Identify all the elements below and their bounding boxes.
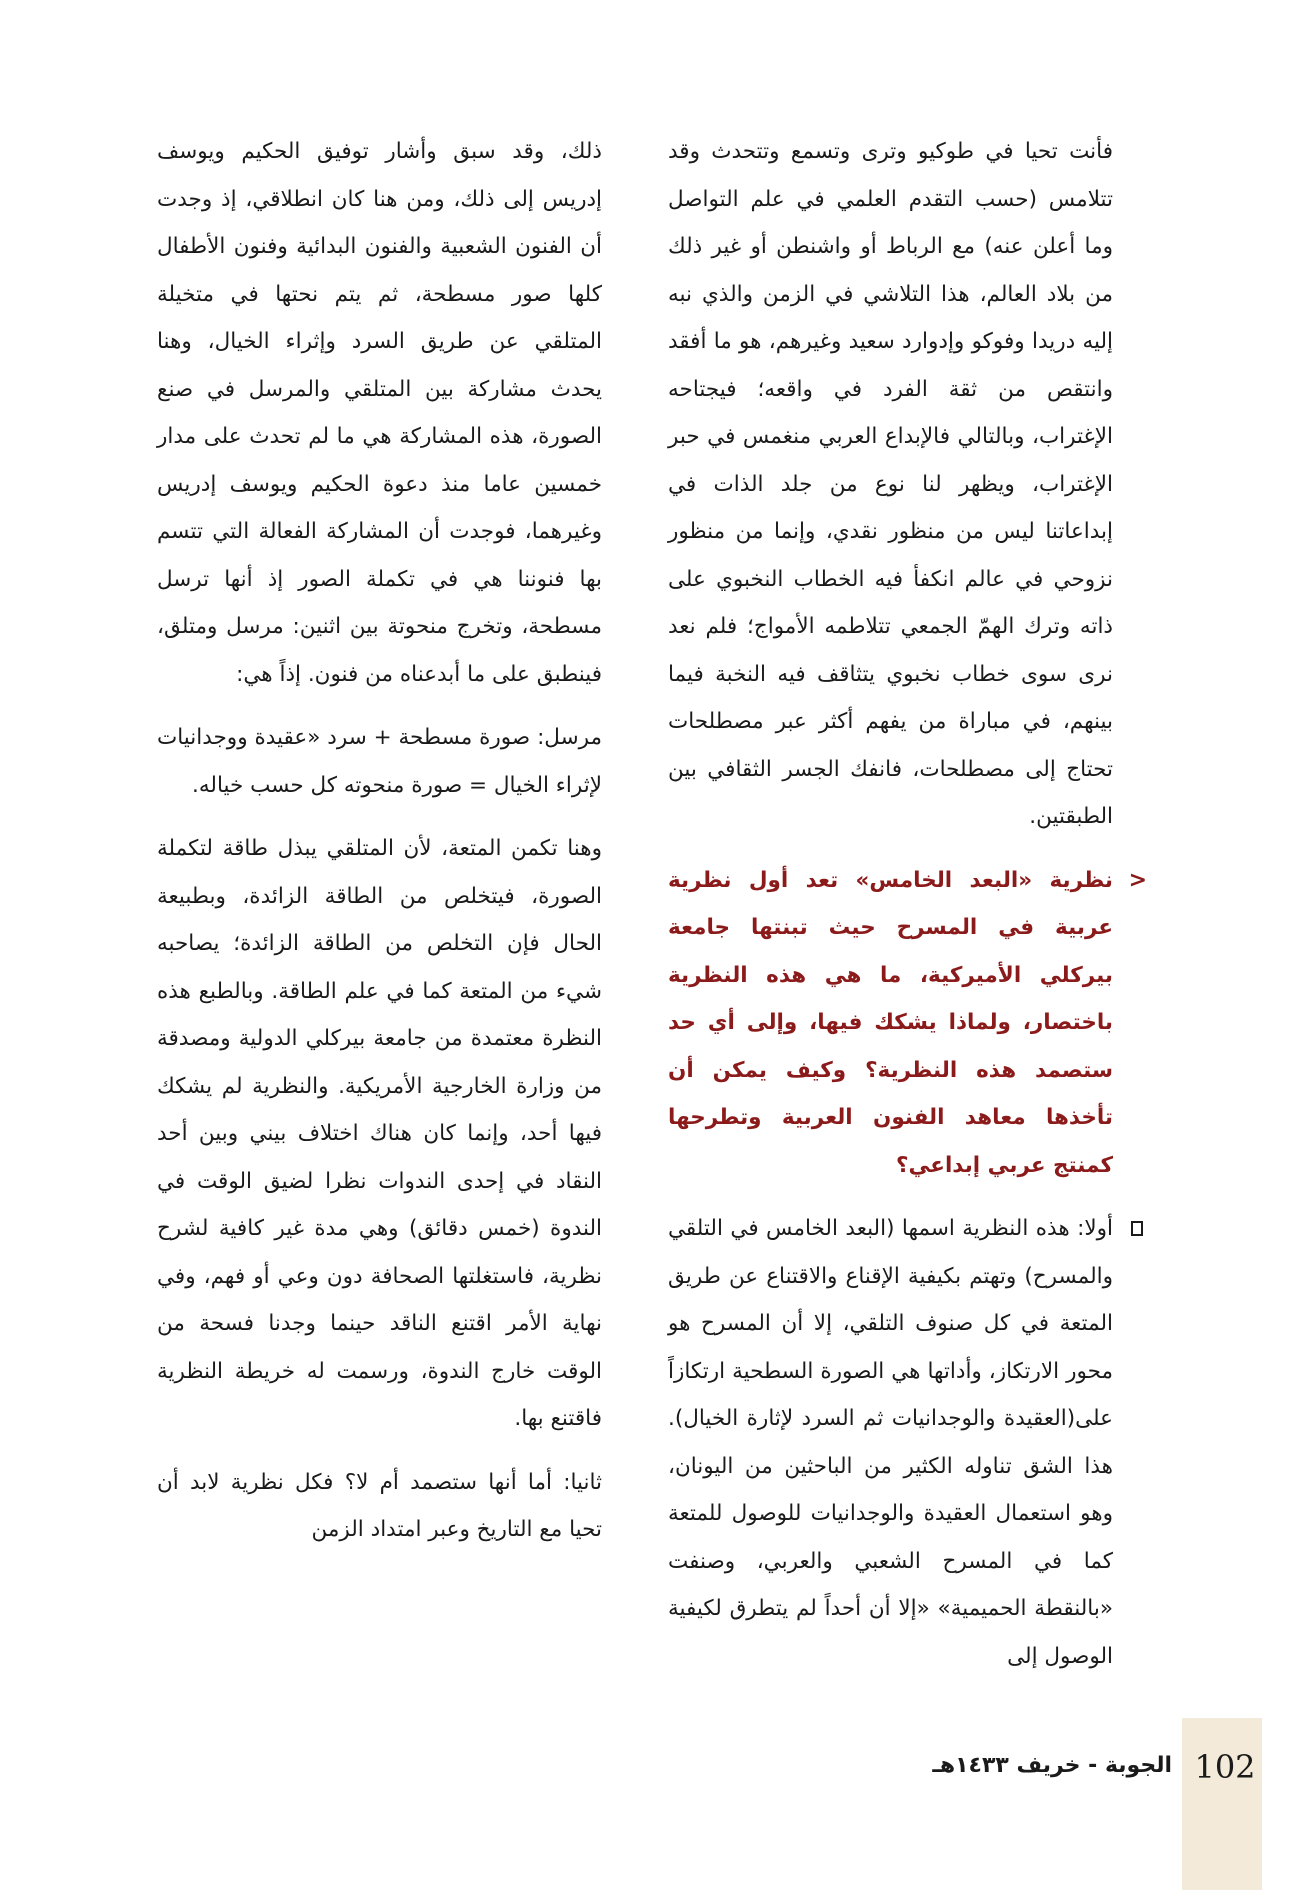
footer-band bbox=[1182, 1718, 1262, 1890]
page-number: 102 bbox=[1194, 1748, 1256, 1786]
answer-text: أولا: هذه النظرية اسمها (البعد الخامس في التلقي والمسرح) وتهتم بكيفية الإقناع والاقتناع عن طريق المتعة في كل صنوف التلقي، إلا أن المسرح هو محور الارتكاز، وأداتها هي الصورة السطحية ارتكازاً على(العقيدة والوجدانيات ثم السرد لإثارة الخيال). هذا الشق تناوله الكثير من الباحثين من اليونان، وهو استعمال العقيدة والوجدانيات للوصول للمتعة كما في المسرح الشعبي والعربي، وصنفت «بالنقطة الحميمية» «إلا أن أحداً لم يتطرق لكيفية الوصول إلى bbox=[668, 1216, 1113, 1669]
paragraph: فأنت تحيا في طوكيو وترى وتسمع وتتحدث وقد تتلامس (حسب التقدم العلمي في علم التواصل وما أعلن عنه) مع الرباط أو واشنطن أو غير ذلك من بلاد العالم، هذا التلاشي في الزمن والذي نبه إليه دريدا وفوكو وإدوارد سعيد وغيرهم، هو ما أفقد وانتقص من ثقة الفرد في واقعه؛ فيجتاحه الإغتراب، وبالتالي فالإبداع العربي منغمس في حبر الإغتراب، ويظهر لنا نوع من جلد الذات في إبداعاتنا ليس من منظور نقدي، وإنما من منظور نزوحي في عالم انكفأ فيه الخطاب النخبوي على ذاته وترك الهمّ الجمعي تتلاطمه الأمواج؛ فلم نعد نرى سوى خطاب نخبوي يتثاقف فيه النخبة فيما بينهم، في مباراة من يفهم أكثر عبر مصطلحات تحتاج إلى مصطلحات، فانفك الجسر الثقافي بين الطبقتين. bbox=[668, 139, 1113, 829]
paragraph: ذلك، وقد سبق وأشار توفيق الحكيم ويوسف إدريس إلى ذلك، ومن هنا كان انطلاقي، إذ وجدت أن الفنون الشعبية والفنون البدائية وفنون الأطفال كلها صور مسطحة، ثم يتم نحتها في متخيلة المتلقي عن طريق السرد وإثراء الخيال، وهنا يحدث مشاركة بين المتلقي والمرسل في صنع الصورة، هذه المشاركة هي ما لم تحدث على مدار خمسين عاما منذ دعوة الحكيم ويوسف إدريس وغيرهما، فوجدت أن المشاركة الفعالة التي تتسم بها فنوننا هي في تكملة الصور إذ أنها ترسل مسطحة، وتخرج منحوتة بين اثنين: مرسل ومتلق، فينطبق على ما أبدعناه من فنون. إذاً هي: bbox=[157, 139, 602, 687]
square-bullet-icon bbox=[1131, 1221, 1143, 1236]
interview-question bbox=[668, 857, 1147, 1190]
interview-answer bbox=[668, 1205, 1113, 1680]
paragraph: وهنا تكمن المتعة، لأن المتلقي يبذل طاقة لتكملة الصورة، فيتخلص من الطاقة الزائدة، وبطبيعة الحال فإن التخلص من الطاقة الزائدة؛ يصاحبه شيء من المتعة كما في علم الطاقة. وبالطبع هذه النظرة معتمدة من جامعة بيركلي الدولية ومصدقة من وزارة الخارجية الأمريكية. والنظرية لم يشكك فيها أحد، وإنما كان هناك اختلاف بيني وبين أحد النقاد في إحدى الندوات نظرا لضيق الوقت في الندوة (خمس دقائق) وهي مدة غير كافية لشرح نظرية، فاستغلتها الصحافة دون وعي أو فهم، وفي نهاية الأمر اقتنع الناقد حينما وجدنا فسحة من الوقت خارج الندوة، ورسمت له خريطة النظرية فاقتنع بها. bbox=[157, 836, 602, 1431]
question-marker-icon: < bbox=[1128, 867, 1147, 893]
formula-paragraph: مرسل: صورة مسطحة + سرد «عقيدة ووجدانيات لإثراء الخيال = صورة منحوته كل حسب خياله. bbox=[157, 725, 602, 798]
right-column bbox=[668, 128, 1147, 1696]
paragraph: ثانيا: أما أنها ستصمد أم لا؟ فكل نظرية لابد أن تحيا مع التاريخ وعبر امتداد الزمن bbox=[157, 1469, 602, 1542]
question-text: نظرية «البعد الخامس» تعد أول نظرية عربية في المسرح حيث تبنتها جامعة بيركلي الأميركية، ما هي هذه النظرية باختصار، ولماذا يشكك فيها، وإلى أي حد ستصمد هذه النظرية؟ وكيف يمكن أن تأخذها معاهد الفنون العربية وتطرحها كمنتج عربي إبداعي؟ bbox=[668, 867, 1113, 1178]
running-title: الجوبة - خريف ١٤٣٣هـ bbox=[932, 1753, 1172, 1778]
left-column bbox=[157, 128, 602, 1570]
